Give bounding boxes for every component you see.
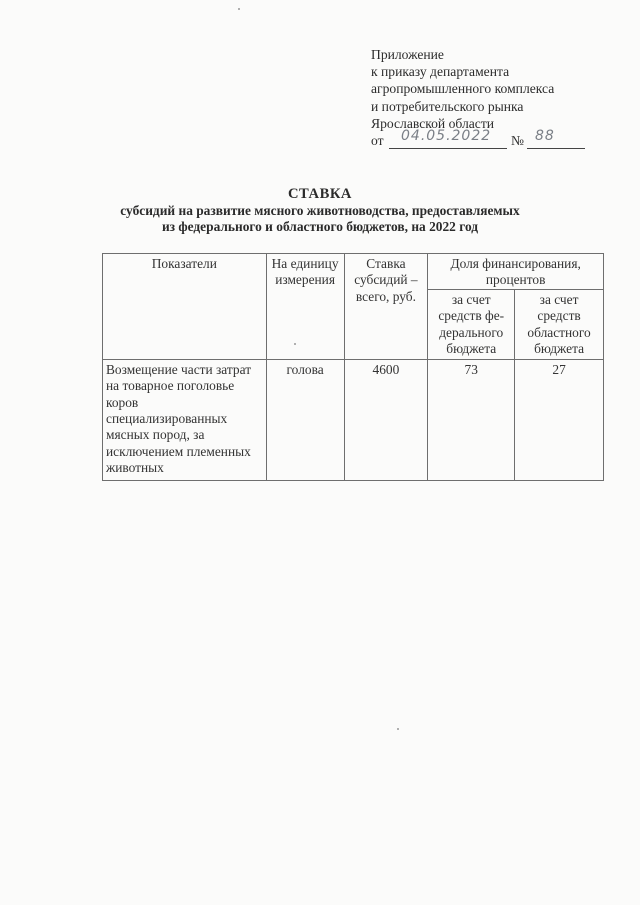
header-indicators: Показатели <box>103 254 267 360</box>
cell-indicator: Возмещение части затрат на товарное поголовье коров специализированных мясных пород, за исключением племенных животных <box>103 359 267 480</box>
appendix-line: агропромышленного комплекса <box>371 81 555 97</box>
cell-regional-share: 27 <box>515 359 604 480</box>
header-unit: На единицу измерения <box>266 254 344 360</box>
cell-rate: 4600 <box>344 359 428 480</box>
appendix-line: к приказу департамента <box>371 64 510 80</box>
header-financing-share: Доля финансирования, процентов <box>428 254 604 290</box>
document-title <box>0 186 640 236</box>
handwritten-date: 04.05.2022 <box>401 128 492 145</box>
table-row <box>103 359 604 480</box>
subsidy-rate-table <box>102 253 604 481</box>
appendix-block <box>371 46 554 150</box>
scan-speck <box>238 8 240 10</box>
scan-speck <box>397 728 399 730</box>
date-label: от <box>371 133 384 149</box>
handwritten-number: 88 <box>535 128 555 145</box>
appendix-line: Ярославской области <box>371 115 495 131</box>
cell-unit: голова <box>266 359 344 480</box>
scan-speck <box>294 343 296 345</box>
order-date-number-row <box>371 128 555 150</box>
title-main: СТАВКА <box>288 186 352 202</box>
number-label: № <box>511 133 524 149</box>
header-federal-share: за счет средств фе-дерального бюджета <box>428 289 515 359</box>
table-header-row <box>103 254 604 290</box>
appendix-line: Приложение <box>371 47 444 62</box>
title-line-1: субсидий на развитие мясного животноводства, предоставляемых <box>120 202 520 218</box>
appendix-line: и потребительского рынка <box>371 98 524 114</box>
header-rate: Ставка субсидий – всего, руб. <box>344 254 428 360</box>
title-line-2: из федерального и областного бюджетов, на 2022 год <box>161 219 479 234</box>
cell-federal-share: 73 <box>428 359 515 480</box>
header-regional-share: за счет средств областного бюджета <box>515 289 604 359</box>
